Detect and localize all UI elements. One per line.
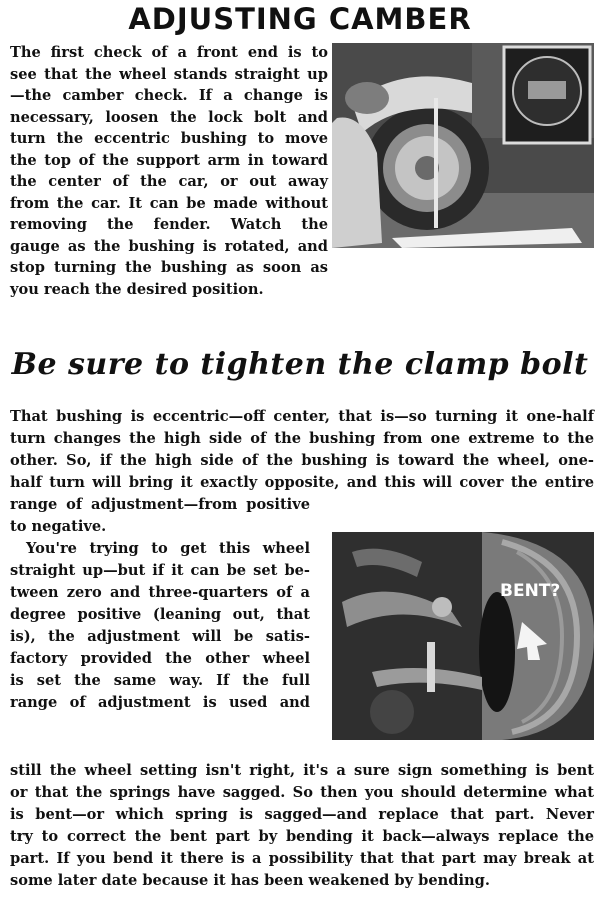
camber-gauge-photo-drawing xyxy=(332,43,594,248)
text-line: you reach the desired position. xyxy=(10,280,264,298)
text-line: still the wheel setting isn't right, it's a sure sign something is bent xyxy=(10,762,594,779)
bent-part-photo-drawing xyxy=(332,532,594,740)
text-line: degree positive (leaning out, that xyxy=(10,606,310,623)
text-line: is set the same way. If the full xyxy=(10,672,310,689)
paragraph-1-narrow xyxy=(10,494,310,538)
text-line: tween zero and three-quarters of a xyxy=(10,584,310,601)
text-line: or that the springs have sagged. So then you should determine what xyxy=(10,784,594,801)
text-line: some later date because it has been weakened by bending. xyxy=(10,872,490,889)
section-heading: Be sure to tighten the clamp bolt xyxy=(11,347,589,382)
text-line: half turn will bring it exactly opposite, and this will cover the entire xyxy=(10,474,594,491)
text-line: You're trying to get this wheel xyxy=(26,540,310,557)
text-line: straight up—but if it can be set be- xyxy=(10,562,310,579)
paragraph-2-full xyxy=(10,760,594,892)
text-line: see that the wheel stands straight up xyxy=(10,65,328,83)
text-line: factory provided the other wheel xyxy=(10,650,310,667)
paragraph-1-full xyxy=(10,406,594,494)
text-line: part. If you bend it there is a possibility that that part may break at xyxy=(10,850,594,867)
bent-part-photo xyxy=(332,532,594,740)
text-line: is), the adjustment will be satis- xyxy=(10,628,310,645)
text-line: gauge as the bushing is rotated, and xyxy=(10,237,328,255)
text-line: is bent—or which spring is sagged—and replace that part. Never xyxy=(10,806,594,823)
camber-gauge-photo xyxy=(332,43,594,248)
text-line: —the camber check. If a change is xyxy=(10,87,328,104)
page-title: ADJUSTING CAMBER xyxy=(128,2,472,36)
text-line: turn changes the high side of the bushing from one extreme to the xyxy=(10,430,594,447)
paragraph-2-narrow xyxy=(10,538,310,714)
text-line: to negative. xyxy=(10,518,107,535)
text-line: range of adjustment—from positive xyxy=(10,496,310,513)
text-line: The first check of a front end is to xyxy=(10,44,328,61)
text-line: turn the eccentric bushing to move xyxy=(10,130,328,147)
text-line: the center of the car, or out away xyxy=(10,173,328,190)
text-line: from the car. It can be made without xyxy=(10,194,328,212)
text-line: other. So, if the high side of the bushing is toward the wheel, one- xyxy=(10,452,594,469)
text-line: the top of the support arm in toward xyxy=(10,151,328,169)
text-line: removing the fender. Watch the xyxy=(10,216,328,233)
text-line: That bushing is eccentric—off center, that is—so turning it one-half xyxy=(10,408,594,425)
intro-paragraph xyxy=(10,42,328,300)
bent-label: BENT? xyxy=(500,581,561,601)
text-line: range of adjustment is used and xyxy=(10,694,310,711)
text-line: necessary, loosen the lock bolt and xyxy=(10,108,328,126)
text-line: try to correct the bent part by bending it back—always replace the xyxy=(10,828,594,845)
text-line: stop turning the bushing as soon as xyxy=(10,259,328,276)
